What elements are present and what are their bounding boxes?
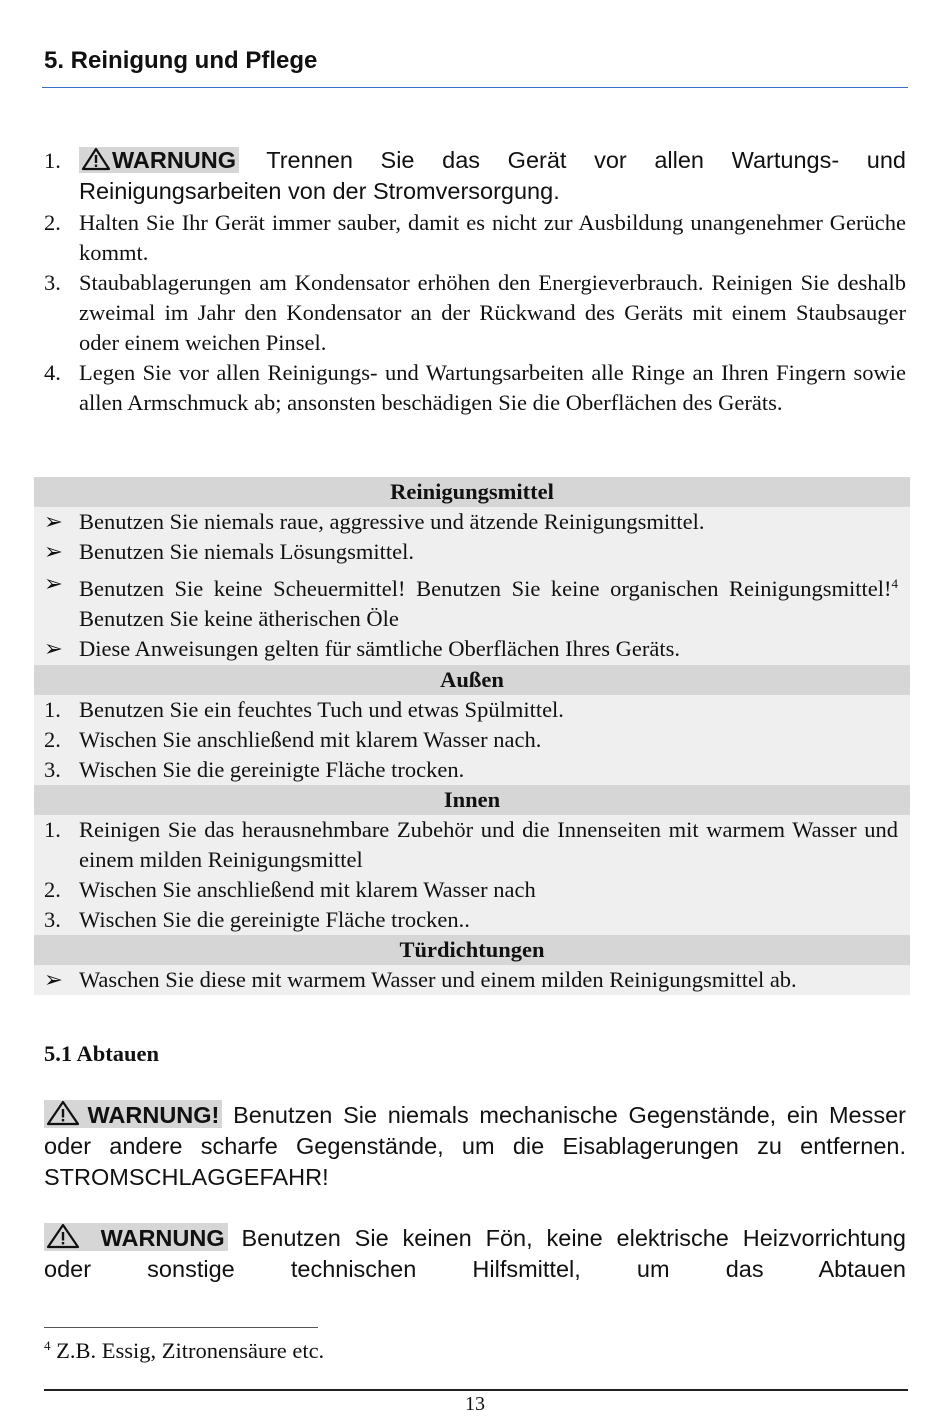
warning-label: WARNUNG! (44, 1100, 222, 1128)
row-text: Benutzen Sie niemals Lösungsmittel. (79, 539, 414, 564)
table-heading-aussen: Außen (34, 665, 910, 695)
row-text: Diese Anweisungen gelten für sämtliche Oberflächen Ihres Geräts. (79, 636, 681, 661)
table-row (34, 569, 910, 634)
footer-divider (44, 1389, 908, 1391)
bullet-arrow-icon: ➢ (44, 967, 63, 992)
title-divider (42, 87, 908, 88)
row-number: 2. (44, 727, 61, 752)
item-text: Legen Sie vor allen Reinigungs- und Wartungsarbeiten alle Ringe an Ihren Fingern sowie allen Armschmuck ab; ansonsten beschädigen Sie die Oberflächen des Geräts. (79, 360, 906, 415)
warning-label: WARNUNG (44, 1223, 228, 1251)
warning-triangle-icon (46, 1100, 80, 1126)
table-row (34, 537, 910, 567)
bullet-arrow-icon: ➢ (44, 539, 63, 564)
row-number: 2. (44, 877, 61, 902)
row-text: Waschen Sie diese mit warmem Wasser und einem milden Reinigungsmittel ab. (79, 967, 797, 992)
table-heading-reinigungsmittel: Reinigungsmittel (34, 477, 910, 507)
item-number: 3. (44, 270, 61, 295)
footnote-divider (44, 1327, 318, 1328)
row-text: Wischen Sie anschließend mit klarem Wasser nach (79, 877, 536, 902)
warning-paragraph-1: WARNUNG! Benutzen Sie niemals mechanische Gegenstände, ein Messer oder andere scharfe Gegenstände, um die Eisablagerungen zu entfernen. STROMSCHLAGGEFAHR! (44, 1102, 906, 1190)
item-number: 2. (44, 210, 61, 235)
bullet-arrow-icon: ➢ (44, 571, 63, 596)
item-number: 1. (44, 148, 61, 173)
warning-label: WARNUNG (79, 147, 239, 173)
row-number: 3. (44, 907, 61, 932)
warning-triangle-icon (46, 1223, 80, 1249)
page-number: 13 (465, 1393, 485, 1415)
table-row (34, 507, 910, 537)
table-row (34, 875, 910, 905)
section-title: 5. Reinigung und Pflege (44, 47, 318, 74)
subsection-title: 5.1 Abtauen (44, 1041, 160, 1066)
table-row (34, 634, 910, 664)
row-text: Wischen Sie die gereinigte Fläche trocken.. (79, 907, 470, 932)
row-text: Wischen Sie anschließend mit klarem Wasser nach. (79, 727, 542, 752)
table-heading-tuerdichtungen: Türdichtungen (34, 935, 910, 965)
row-number: 3. (44, 757, 61, 782)
item-text: Halten Sie Ihr Gerät immer sauber, damit es nicht zur Ausbildung unangenehmer Gerüche kommt. (79, 210, 906, 265)
footnote (44, 1338, 324, 1364)
item-text: WARNUNG Trennen Sie das Gerät vor allen Wartungs- und Reinigungsarbeiten von der Stromversorgung. (79, 147, 906, 204)
table-heading-innen: Innen (34, 785, 910, 815)
warning-triangle-icon (81, 147, 111, 171)
row-number: 1. (44, 697, 61, 722)
cleaning-table (34, 477, 910, 995)
list-item-2 (44, 208, 906, 268)
bullet-arrow-icon: ➢ (44, 636, 63, 661)
item-text: Staubablagerungen am Kondensator erhöhen den Energieverbrauch. Reinigen Sie deshalb zweimal im Jahr den Kondensator an der Rückwand des Geräts mit einem Staubsauger oder einem weichen Pinsel. (79, 270, 906, 355)
row-text: Benutzen Sie ein feuchtes Tuch und etwas Spülmittel. (79, 697, 564, 722)
row-text: Benutzen Sie keine Scheuermittel! Benutzen Sie keine organischen Reinigungsmittel!$^4$ Benutzen Sie keine ätherischen Öle (79, 576, 898, 631)
list-item-3 (44, 268, 906, 358)
item-number: 4. (44, 360, 61, 385)
table-row (34, 965, 910, 995)
row-number: 1. (44, 817, 61, 842)
list-item-4 (44, 358, 906, 418)
footnote-ref: 4 (891, 576, 898, 591)
row-text: Reinigen Sie das herausnehmbare Zubehör und die Innenseiten mit warmem Wasser und einem milden Reinigungsmittel (79, 817, 898, 872)
footnote-number: 4 (44, 1338, 51, 1353)
table-row (34, 905, 910, 935)
list-item-1 (44, 145, 906, 207)
table-row (34, 755, 910, 785)
table-row (34, 695, 910, 725)
row-text: Wischen Sie die gereinigte Fläche trocken. (79, 757, 465, 782)
bullet-arrow-icon: ➢ (44, 509, 63, 534)
warning-paragraph-2: WARNUNG Benutzen Sie keinen Fön, keine elektrische Heizvorrichtung oder sonstige technischen Hilfsmittel, um das Abtauen (44, 1225, 907, 1282)
row-text: Benutzen Sie niemals raue, aggressive und ätzende Reinigungsmittel. (79, 509, 705, 534)
footnote-text: Z.B. Essig, Zitronensäure etc. (56, 1338, 325, 1363)
table-row (34, 725, 910, 755)
table-row (34, 815, 910, 875)
